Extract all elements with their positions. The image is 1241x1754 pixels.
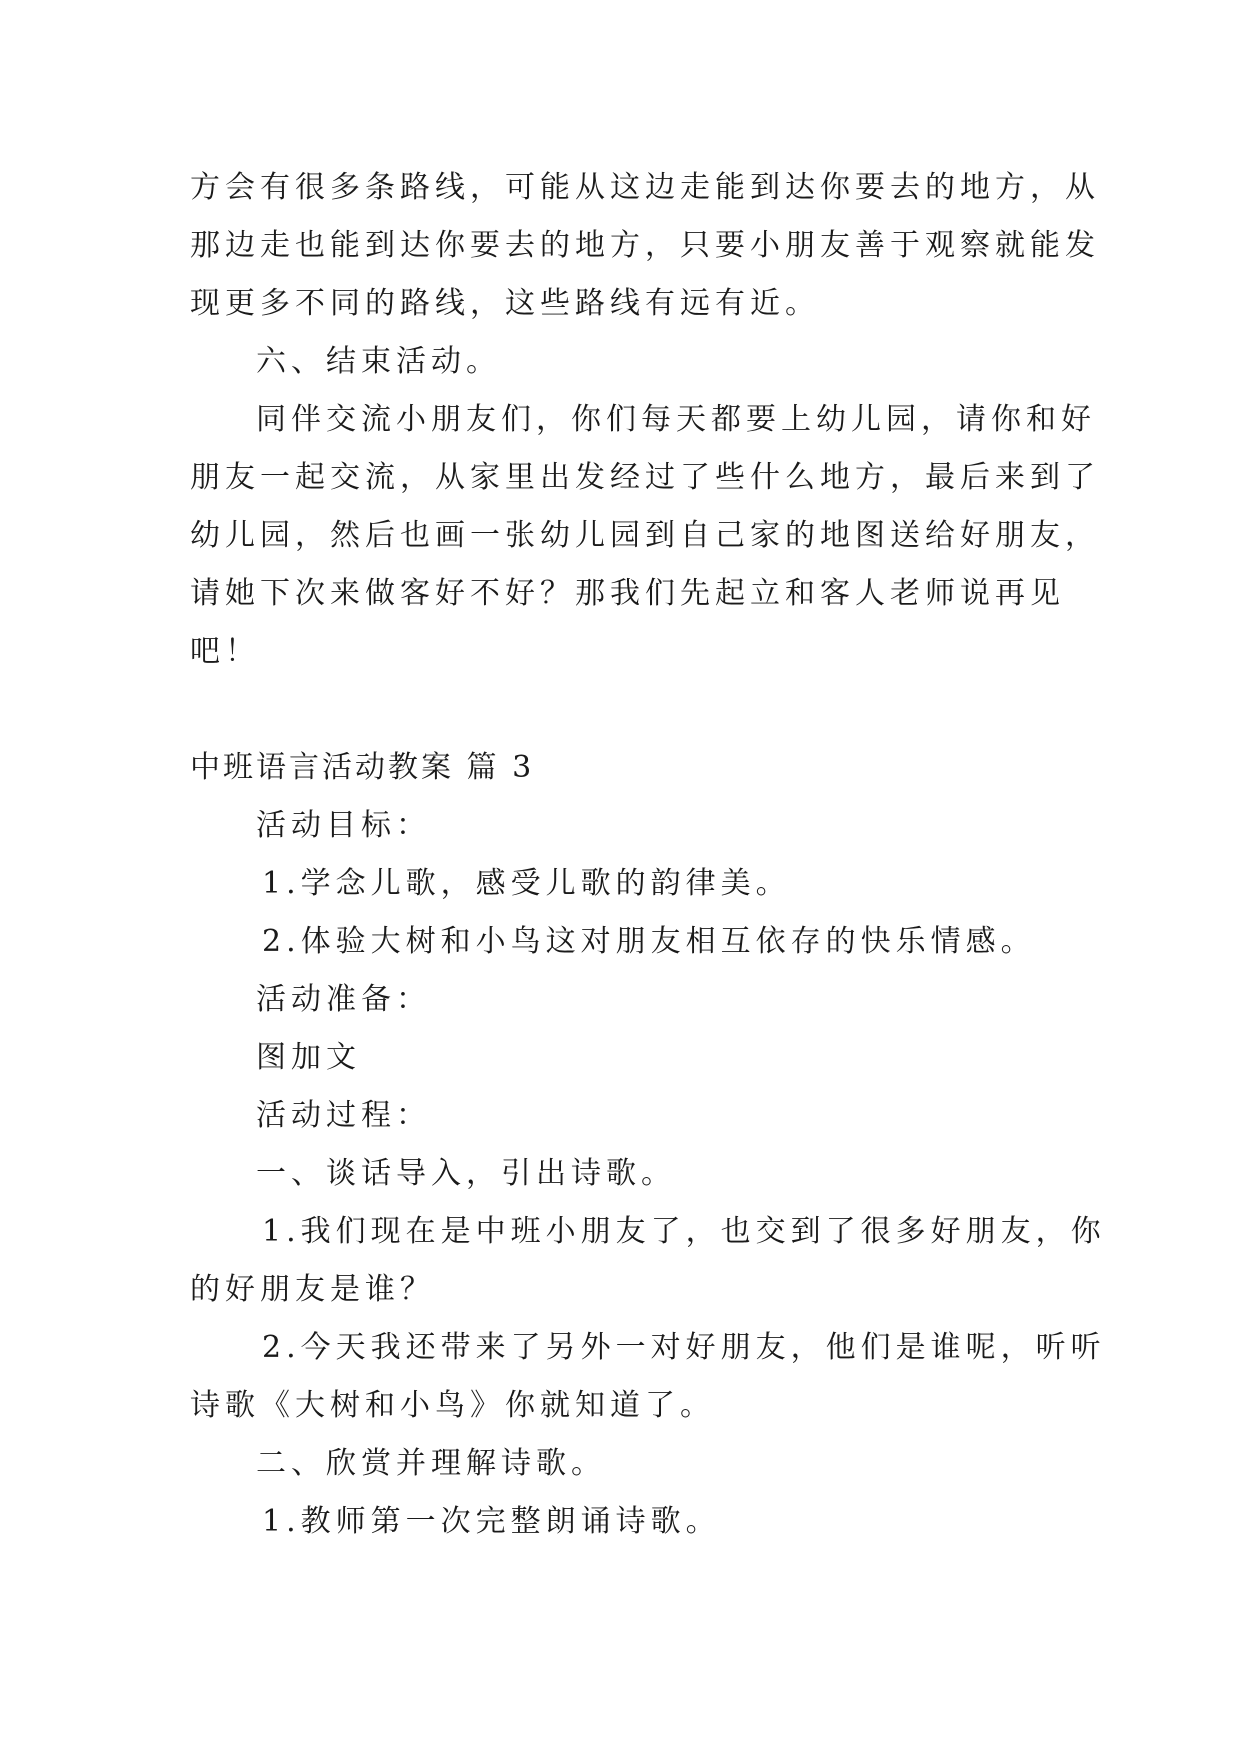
paragraph-line: 同伴交流小朋友们，你们每天都要上幼儿园，请你和好 bbox=[256, 402, 1096, 437]
paragraph-line: 幼儿园，然后也画一张幼儿园到自己家的地图送给好朋友， bbox=[190, 518, 1100, 553]
prep-value: 图加文 bbox=[256, 1040, 361, 1075]
paragraph-line: 方会有很多条路线，可能从这边走能到达你要去的地方，从 bbox=[190, 170, 1100, 205]
paragraph-line: 吧！ bbox=[190, 634, 260, 669]
paragraph-line: 1.教师第一次完整朗诵诗歌。 bbox=[262, 1504, 721, 1539]
paragraph-line: 诗歌《大树和小鸟》你就知道了。 bbox=[190, 1388, 715, 1423]
prep-label: 活动准备： bbox=[256, 982, 431, 1017]
paragraph-line: 朋友一起交流，从家里出发经过了些什么地方，最后来到了 bbox=[190, 460, 1100, 495]
process-label: 活动过程： bbox=[256, 1098, 431, 1133]
paragraph-line: 现更多不同的路线，这些路线有远有近。 bbox=[190, 286, 820, 321]
paragraph-line: 那边走也能到达你要去的地方，只要小朋友善于观察就能发 bbox=[190, 228, 1100, 263]
paragraph-line: 的好朋友是谁？ bbox=[190, 1272, 435, 1307]
paragraph-line: 2.今天我还带来了另外一对好朋友，他们是谁呢，听听 bbox=[262, 1330, 1106, 1365]
goal-item: 2.体验大树和小鸟这对朋友相互依存的快乐情感。 bbox=[262, 924, 1036, 959]
goals-label: 活动目标： bbox=[256, 808, 431, 843]
step-heading: 二、欣赏并理解诗歌。 bbox=[256, 1446, 606, 1481]
step-heading: 一、谈话导入，引出诗歌。 bbox=[256, 1156, 676, 1191]
paragraph-line: 请她下次来做客好不好？那我们先起立和客人老师说再见 bbox=[190, 576, 1065, 611]
step-heading: 六、结束活动。 bbox=[256, 344, 501, 379]
section-title: 中班语言活动教案 篇 3 bbox=[190, 750, 535, 785]
goal-item: 1.学念儿歌，感受儿歌的韵律美。 bbox=[262, 866, 791, 901]
paragraph-line: 1.我们现在是中班小朋友了，也交到了很多好朋友，你 bbox=[262, 1214, 1106, 1249]
